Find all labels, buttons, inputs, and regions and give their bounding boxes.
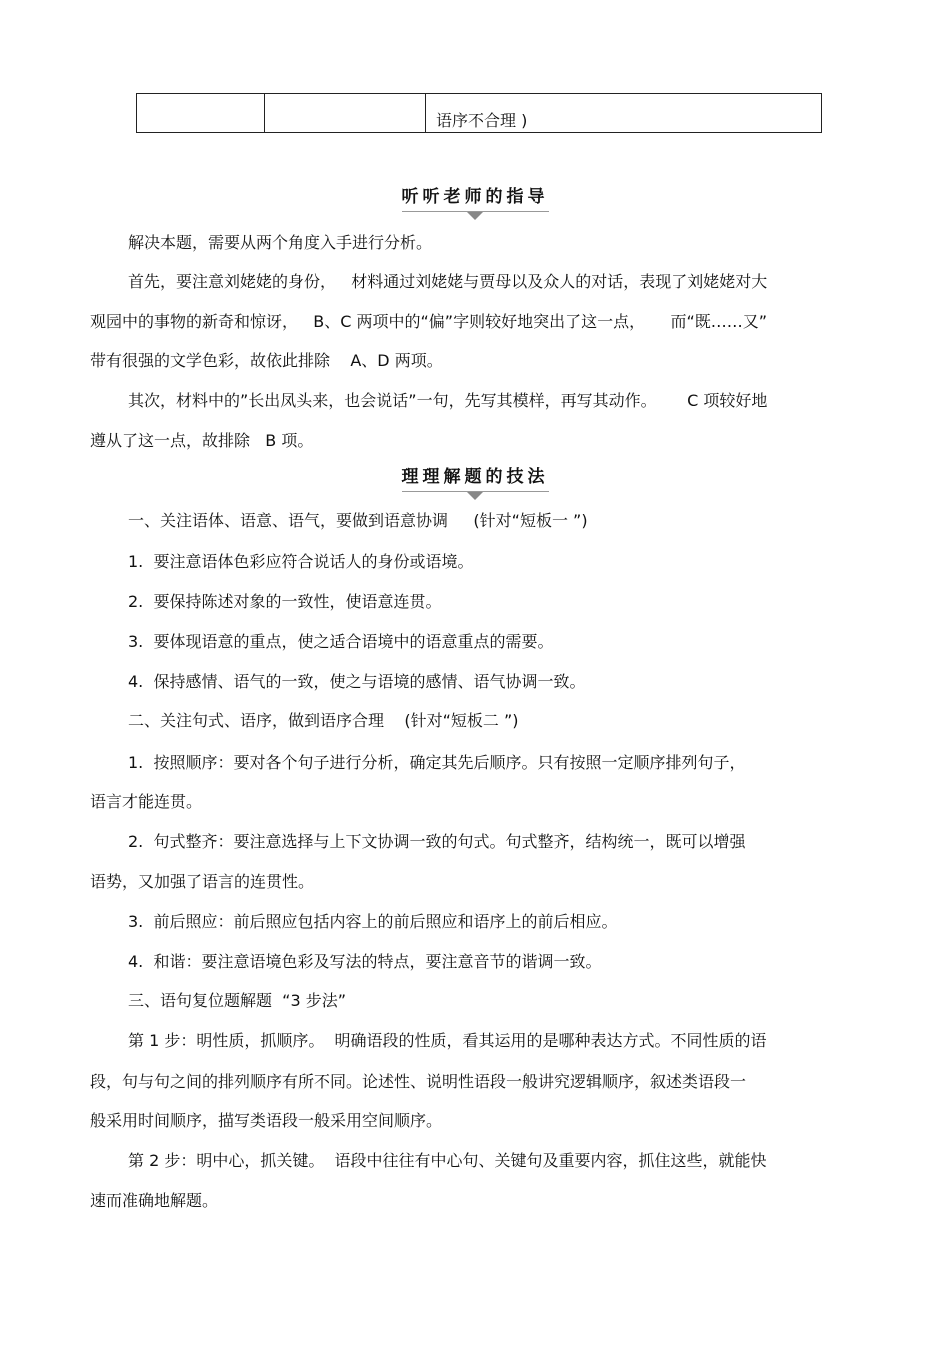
heading-arrow-icon xyxy=(467,492,483,500)
table-cell-3-text: 语序不合理 ) xyxy=(436,111,528,130)
method-line: 语言才能连贯。 xyxy=(90,792,203,811)
method-line: 4. 和谐：要注意语境色彩及写法的特点，要注意音节的谐调一致。 xyxy=(128,952,602,971)
method-heading-text: 理理解题的技法 xyxy=(401,467,549,487)
method-line: 3. 要体现语意的重点，使之适合语境中的语意重点的需要。 xyxy=(128,632,554,651)
guide-line: 其次，材料中的”长出凤头来，也会说话”一句，先写其模样，再写其动作。 C 项较好地 xyxy=(128,391,768,410)
method-line: 速而准确地解题。 xyxy=(90,1191,219,1210)
table-cell-1 xyxy=(137,94,265,132)
guide-line: 遵从了这一点，故排除 B 项。 xyxy=(90,431,314,450)
guide-line: 解决本题，需要从两个角度入手进行分析。 xyxy=(128,233,433,252)
guide-line: 首先，要注意刘姥姥的身份， 材料通过刘姥姥与贾母以及众人的对话，表现了刘姥姥对大 xyxy=(128,272,768,291)
method-heading xyxy=(0,462,950,492)
method-line: 2. 句式整齐：要注意选择与上下文协调一致的句式。句式整齐，结构统一，既可以增强 xyxy=(128,832,746,851)
method-line: 1. 按照顺序：要对各个句子进行分析，确定其先后顺序。只有按照一定顺序排列句子， xyxy=(128,753,746,772)
table-fragment xyxy=(136,93,822,133)
method-line: 4. 保持感情、语气的一致，使之与语境的感情、语气协调一致。 xyxy=(128,672,586,691)
table-cell-3 xyxy=(426,94,821,132)
guide-line: 带有很强的文学色彩，故依此排除 A、D 两项。 xyxy=(90,351,443,370)
method-line: 第 1 步：明性质，抓顺序。 明确语段的性质，看其运用的是哪种表达方式。不同性质的语 xyxy=(128,1031,767,1050)
method-line: 3. 前后照应：前后照应包括内容上的前后照应和语序上的前后相应。 xyxy=(128,912,618,931)
method-line: 第 2 步：明中心，抓关键。 语段中往往有中心句、关键句及重要内容，抓住这些，就能快 xyxy=(128,1151,767,1170)
method-line: 般采用时间顺序，描写类语段一般采用空间顺序。 xyxy=(90,1111,443,1130)
heading-arrow-icon xyxy=(467,212,483,220)
method-line: 一、关注语体、语意、语气，要做到语意协调 (针对“短板一 ”) xyxy=(128,511,588,530)
guide-line: 观园中的事物的新奇和惊讶， B、C 两项中的“偏”字则较好地突出了这一点， 而“既……又” xyxy=(90,312,768,331)
method-line: 语势，又加强了语言的连贯性。 xyxy=(90,872,315,891)
method-line: 1. 要注意语体色彩应符合说话人的身份或语境。 xyxy=(128,552,474,571)
method-line: 二、关注句式、语序，做到语序合理 (针对“短板二 ”) xyxy=(128,711,519,730)
method-line: 2. 要保持陈述对象的一致性，使语意连贯。 xyxy=(128,592,442,611)
table-cell-2 xyxy=(265,94,426,132)
method-line: 段，句与句之间的排列顺序有所不同。论述性、说明性语段一般讲究逻辑顺序，叙述类语段一 xyxy=(90,1072,747,1091)
guide-heading-text: 听听老师的指导 xyxy=(401,187,549,207)
method-line: 三、语句复位题解题 “3 步法” xyxy=(128,991,347,1010)
guide-heading xyxy=(0,182,950,212)
